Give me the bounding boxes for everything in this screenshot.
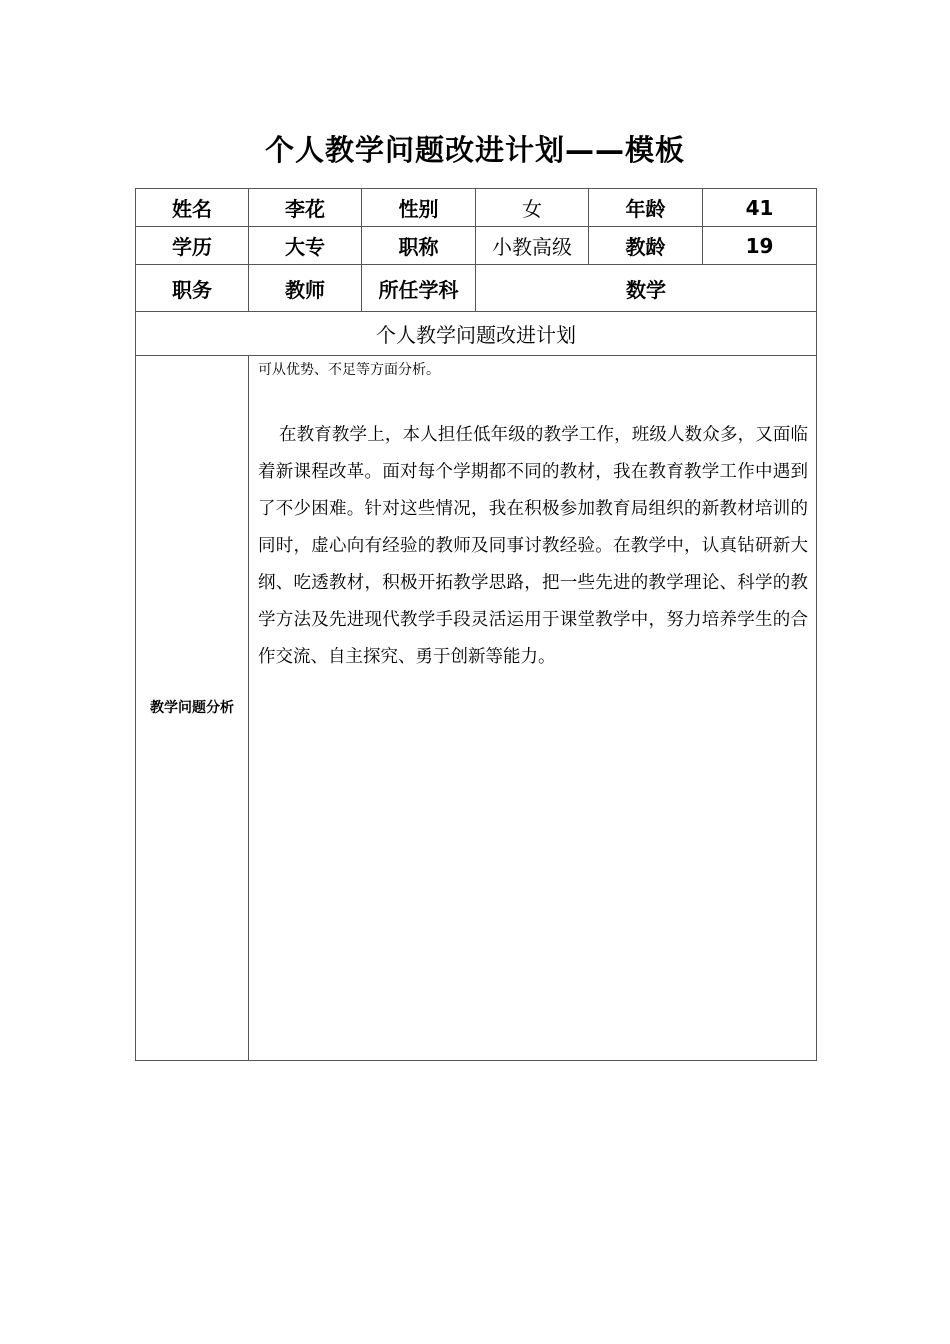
analysis-content: [249, 356, 817, 1061]
teaching-years-value: 19: [703, 227, 817, 265]
education-value: 大专: [249, 227, 362, 265]
gender-value: 女: [476, 189, 589, 227]
info-table: [135, 188, 817, 1061]
name-label: 姓名: [136, 189, 249, 227]
analysis-label: 教学问题分析: [136, 356, 249, 1061]
table-row: [136, 227, 817, 265]
table-row: [136, 356, 817, 1061]
position-label: 职务: [136, 265, 249, 312]
title-value: 小教高级: [476, 227, 589, 265]
gender-label: 性别: [362, 189, 476, 227]
analysis-text: 在教育教学上，本人担任低年级的教学工作，班级人数众多，又面临着新课程改革。面对每个学期都不同的教材，我在教育教学工作中遇到了不少困难。针对这些情况，我在积极参加教育局组织的新教材培训的同时，虚心向有经验的教师及同事讨教经验。在教学中，认真钻研新大纲、吃透教材，积极开拓教学思路，把一些先进的教学理论、科学的教学方法及先进现代教学手段灵活运用于课堂教学中，努力培养学生的合作交流、自主探究、勇于创新等能力。: [258, 425, 808, 667]
analysis-hint: 可从优势、不足等方面分析。: [258, 362, 440, 378]
subject-label: 所任学科: [362, 265, 476, 312]
title-label: 职称: [362, 227, 476, 265]
teaching-years-label: 教龄: [589, 227, 703, 265]
section-header: 个人教学问题改进计划: [136, 312, 817, 356]
position-value: 教师: [249, 265, 362, 312]
table-row: [136, 265, 817, 312]
education-label: 学历: [136, 227, 249, 265]
name-value: 李花: [249, 189, 362, 227]
age-label: 年龄: [589, 189, 703, 227]
subject-value: 数学: [476, 265, 817, 312]
table-row: [136, 189, 817, 227]
table-row: [136, 312, 817, 356]
age-value: 41: [703, 189, 817, 227]
page-title: 个人教学问题改进计划——模板: [264, 133, 685, 167]
